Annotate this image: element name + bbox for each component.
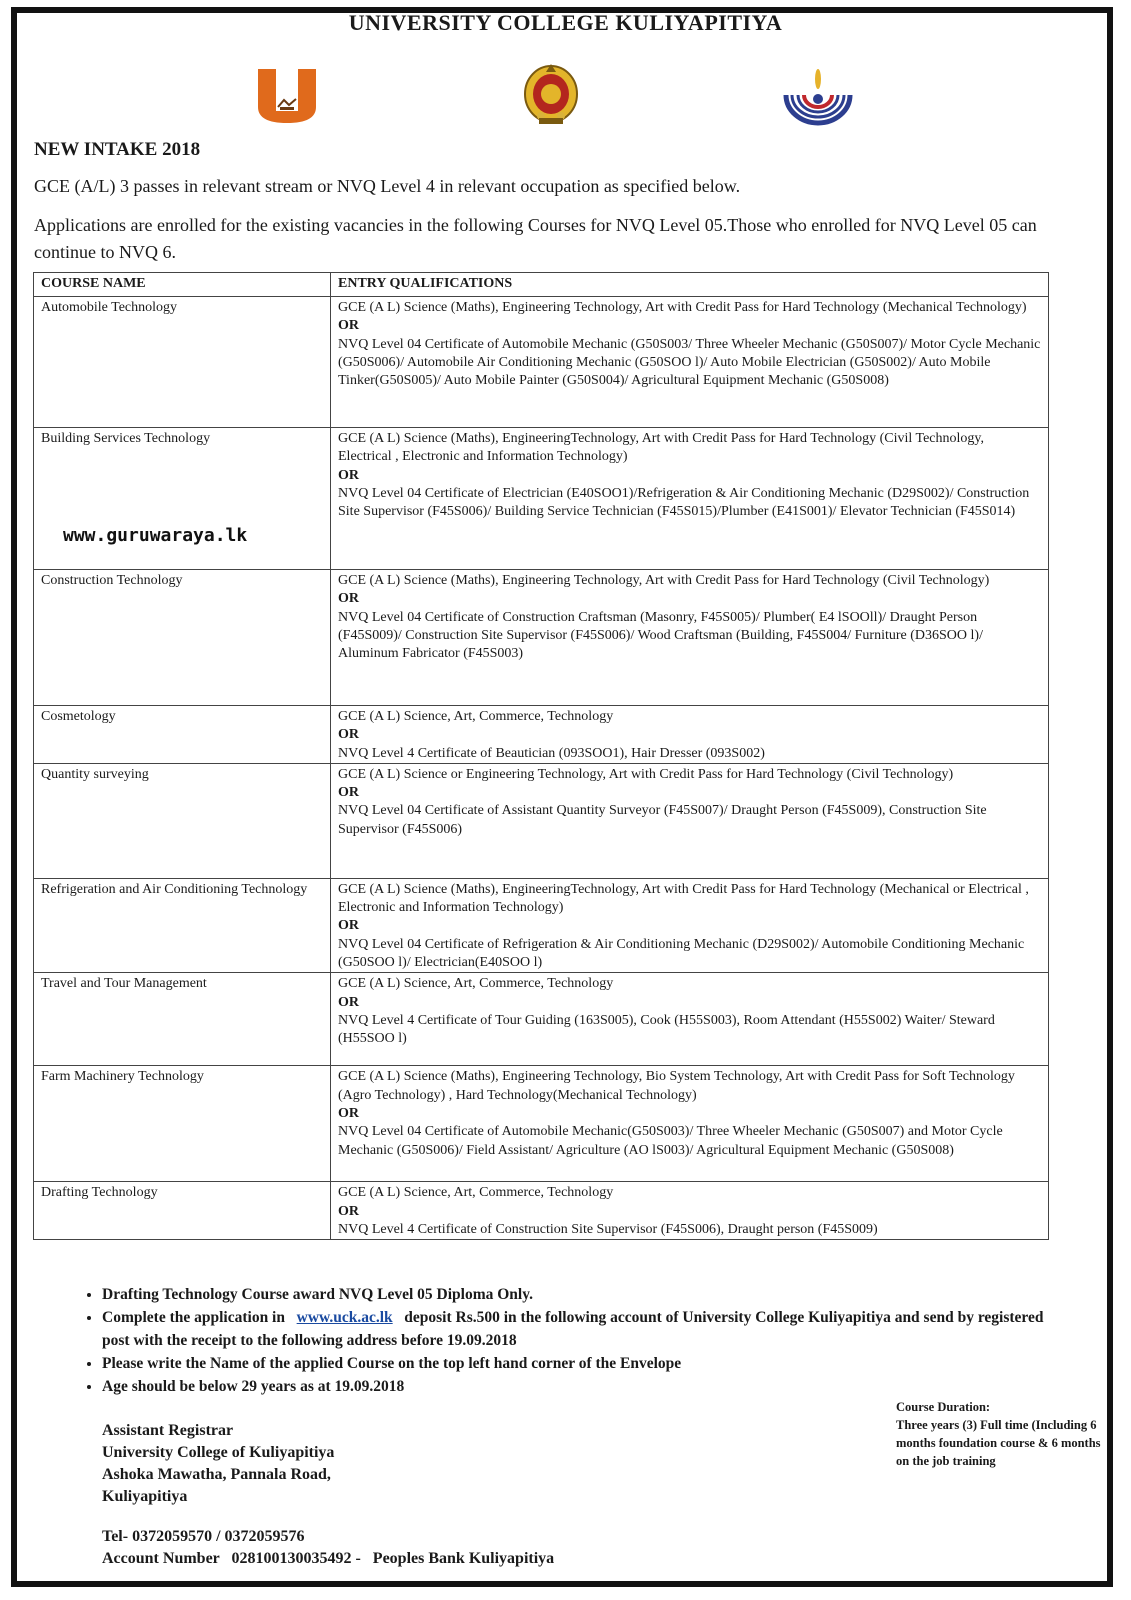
entry-qualifications (331, 973, 1049, 1066)
note-item: • Age should be below 29 years as at 19.09.2018 (102, 1375, 1062, 1398)
note-text: Complete the application in (102, 1309, 285, 1326)
sri-lanka-emblem-icon (521, 60, 581, 126)
nvq-requirement: NVQ Level 04 Certificate of Assistant Quantity Surveyor (F45S007)/ Draught Person (F45S009), Construction Site Supervisor (F45S006) (338, 803, 987, 837)
entry-qualifications (331, 1182, 1049, 1240)
gce-requirement: GCE (A L) Science (Maths), EngineeringTechnology, Art with Credit Pass for Hard Technology (Mechanical or Electrical , Electronic and Information Technology) (338, 881, 1029, 916)
note-item (102, 1306, 1062, 1352)
entry-qualifications (331, 706, 1049, 764)
table-row (34, 706, 1049, 764)
requirement-text: GCE (A/L) 3 passes in relevant stream or NVQ Level 4 in relevant occupation as specified below. (34, 176, 741, 196)
nvq-requirement: NVQ Level 04 Certificate of Electrician (E40SOO1)/Refrigeration & Air Conditioning Mechanic (D29S002)/ Construction Site Supervisor (F45S006)/ Building Service Technician (F45S015)/Plumber (E41S001)/ Elevator Technician (F45S014) (338, 485, 1030, 520)
gce-requirement: GCE (A L) Science (Maths), Engineering Technology, Art with Credit Pass for Hard Technology (Mechanical Technology) (338, 300, 1027, 315)
account-number: Account Number 028100130035492 - Peoples Bank Kuliyapitiya (102, 1550, 555, 1567)
courses-table (33, 272, 1049, 1240)
duration-text: Three years (3) Full time (Including 6 months foundation course & 6 months on the job training (896, 1418, 1101, 1468)
or-label: OR (338, 467, 359, 483)
gce-requirement: GCE (A L) Science, Art, Commerce, Technology (338, 709, 614, 724)
website-link[interactable]: www.uck.ac.lk (296, 1309, 393, 1326)
entry-qualifications (331, 297, 1049, 428)
or-label: OR (338, 785, 359, 801)
address-line: University College of Kuliyapitiya (102, 1444, 335, 1461)
contact-info (102, 1526, 554, 1570)
or-label: OR (338, 1105, 359, 1121)
course-name: Automobile Technology (34, 297, 331, 428)
gce-requirement: GCE (A L) Science, Art, Commerce, Technology (338, 1185, 614, 1201)
table-header-row (34, 273, 1049, 297)
table-row (34, 973, 1049, 1066)
note-item: • Please write the Name of the applied Course on the top left hand corner of the Envelope (102, 1352, 1062, 1375)
entry-qualifications (331, 878, 1049, 972)
note-item: • Drafting Technology Course award NVQ Level 05 Diploma Only. (102, 1283, 1062, 1306)
nvq-requirement: NVQ Level 04 Certificate of Automobile Mechanic (G50S003/ Three Wheeler Mechanic (G50S007)/ Motor Cycle Mechanic (G50S006)/ Automobile Air Conditioning Mechanic (G50SOO l)/ Auto Mobile Electrician (G50S002)/ Auto Mobile Tinker(G50S005)/ Auto Mobile Painter (G50S004)/ Agricultural Equipment Mechanic (G50S008) (338, 336, 1041, 389)
table-row (34, 297, 1049, 428)
table-row (34, 1182, 1049, 1240)
course-name: Refrigeration and Air Conditioning Technology (34, 878, 331, 972)
course-name: Construction Technology (34, 570, 331, 706)
enrollment-text: Applications are enrolled for the existing vacancies in the following Courses for NVQ Level 05.Those who enrolled for NVQ Level 05 can continue to NVQ 6. (34, 215, 1037, 262)
or-label: OR (338, 591, 359, 607)
nvq-requirement: NVQ Level 04 Certificate of Construction Craftsman (Masonry, F45S005)/ Plumber( E4 lSOOll)/ Draught Person (F45S009)/ Construction Site Supervisor (F45S006)/ Wood Craftsman (Building, F45S004/ Furniture (D36SOO l)/ Aluminum Fabricator (F45S003) (338, 609, 983, 662)
intake-heading: NEW INTAKE 2018 (34, 139, 201, 160)
or-label: OR (338, 918, 359, 934)
nvq-requirement: NVQ Level 04 Certificate of Automobile Mechanic(G50S003)/ Three Wheeler Mechanic (G50S007) and Motor Cycle Mechanic (G50S006)/ Field Assistant/ Agriculture (AO lS003)/ Agricultural Equipment Mechanic (G50S008) (338, 1124, 1003, 1158)
nvq-requirement: NVQ Level 4 Certificate of Tour Guiding (163S005), Cook (H55S003), Room Attendant (H55S002) Waiter/ Steward (H55SOO l) (338, 1012, 995, 1047)
column-header-course: COURSE NAME (34, 273, 331, 297)
gce-requirement: GCE (A L) Science, Art, Commerce, Technology (338, 976, 614, 992)
telephone: Tel- 0372059570 / 0372059576 (102, 1528, 305, 1545)
column-header-qualifications: ENTRY QUALIFICATIONS (331, 273, 1049, 297)
address-line: Kuliyapitiya (102, 1488, 188, 1505)
course-name: Cosmetology (34, 706, 331, 764)
entry-qualifications (331, 428, 1049, 570)
u-logo-icon (256, 67, 318, 125)
address-line: Assistant Registrar (102, 1422, 234, 1439)
table-row (34, 570, 1049, 706)
or-label: OR (338, 1203, 359, 1219)
course-name: Building Services Technology (34, 428, 331, 570)
table-row (34, 763, 1049, 878)
uck-logo-icon (780, 65, 856, 127)
gce-requirement: GCE (A L) Science or Engineering Technology, Art with Credit Pass for Hard Technology (Civil Technology) (338, 766, 954, 782)
page-title: UNIVERSITY COLLEGE KULIYAPITIYA (348, 10, 783, 35)
gce-requirement: GCE (A L) Science (Maths), Engineering Technology, Bio System Technology, Art with Credit Pass for Soft Technology (Agro Technology) , Hard Technology(Mechanical Technology) (338, 1069, 1015, 1103)
or-label: OR (338, 727, 359, 743)
course-duration (896, 1398, 1106, 1470)
entry-qualifications (331, 1066, 1049, 1182)
nvq-requirement: NVQ Level 4 Certificate of Beautician (093SOO1), Hair Dresser (093S002) (338, 745, 765, 761)
notes-list (82, 1283, 1062, 1398)
entry-qualifications (331, 763, 1049, 878)
course-name: Farm Machinery Technology (34, 1066, 331, 1182)
note-text: deposit Rs.500 in the following account of University College Kuliyapitiya and send by registered post with the receipt to the following address before 19.09.2018 (102, 1309, 1044, 1349)
course-name: Travel and Tour Management (34, 973, 331, 1066)
duration-heading: Course Duration: (896, 1400, 991, 1414)
course-name: Quantity surveying (34, 763, 331, 878)
course-name: Drafting Technology (34, 1182, 331, 1240)
nvq-requirement: NVQ Level 4 Certificate of Construction Site Supervisor (F45S006), Draught person (F45S009) (338, 1221, 878, 1237)
address-line: Ashoka Mawatha, Pannala Road, (102, 1466, 331, 1483)
table-row (34, 878, 1049, 972)
table-row (34, 1066, 1049, 1182)
gce-requirement: GCE (A L) Science (Maths), Engineering Technology, Art with Credit Pass for Hard Technology (Civil Technology) (338, 573, 990, 588)
or-label: OR (338, 994, 359, 1010)
postal-address (102, 1420, 334, 1508)
entry-qualifications (331, 570, 1049, 706)
gce-requirement: GCE (A L) Science (Maths), EngineeringTechnology, Art with Credit Pass for Hard Technology (Civil Technology, Electrical , Electronic and Information Technology) (338, 431, 984, 465)
watermark-text: www.guruwaraya.lk (63, 525, 248, 546)
table-row (34, 428, 1049, 570)
or-label: OR (338, 318, 359, 334)
nvq-requirement: NVQ Level 04 Certificate of Refrigeration & Air Conditioning Mechanic (D29S002)/ Automobile Conditioning Mechanic (G50SOO l)/ Electrician(E40SOO l) (338, 936, 1025, 971)
